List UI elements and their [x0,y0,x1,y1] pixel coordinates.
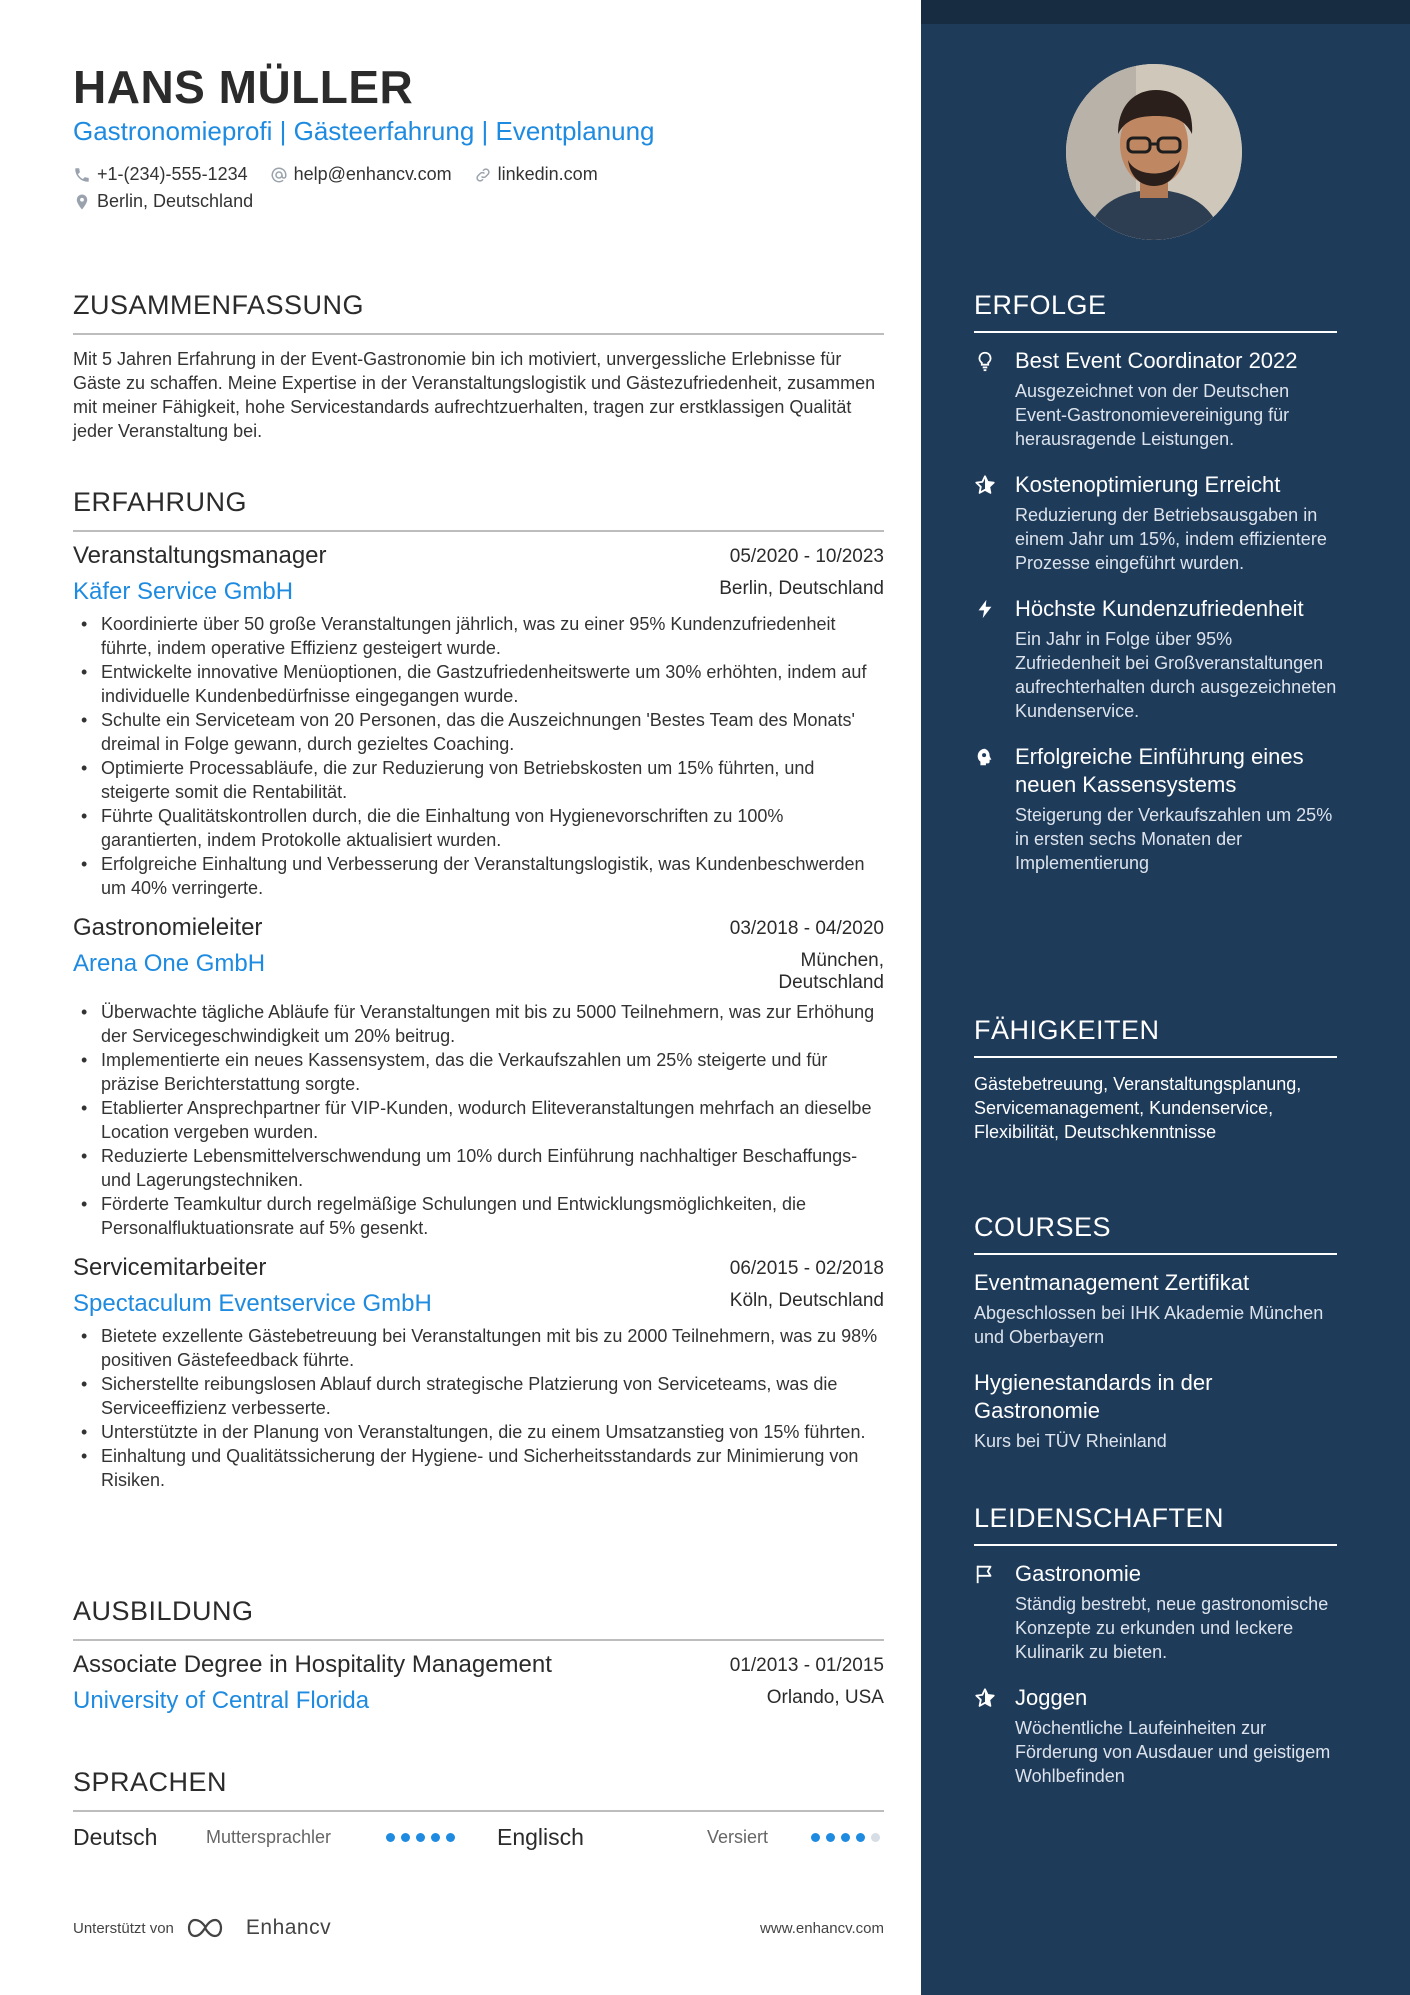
bullet: • Implementierte ein neues Kassensystem, das die Verkaufszahlen um 25% steigerte und für präzise Berichterstattung sorgte. [73,1048,884,1096]
sidebar-top-strip [921,0,1410,24]
job-title: Gastronomieleiter [73,914,263,941]
job-bullets [73,1324,884,1492]
job-company[interactable]: Arena One GmbH [73,950,266,977]
bullet: • Etablierter Ansprechpartner für VIP-Kunden, wodurch Eliteveranstaltungen mehrfach an dieselbe Location vergeben wurden. [73,1096,884,1144]
summary-section [73,290,884,443]
achievement-item [974,595,1337,723]
contact-linkedin[interactable] [474,164,598,185]
brain-icon [974,746,996,768]
bullet: • Führte Qualitätskontrollen durch, die die Einhaltung von Hygienevorschriften zu 100% garantierten, indem Protokolle aktualisiert wurden. [73,804,884,852]
course-item [974,1269,1337,1349]
achievement-title: Kostenoptimierung Erreicht [1015,472,1281,497]
lightning-icon [974,598,996,620]
passion-desc: Ständig bestrebt, neue gastronomische Konzepte zu erkunden und leckere Kulinarik zu bieten. [1015,1594,1329,1662]
rating-dot [446,1833,455,1842]
flag-icon [974,1563,996,1585]
course-item [974,1369,1337,1453]
language-name: Englisch [497,1824,584,1850]
achievement-desc: Steigerung der Verkaufszahlen um 25% in ersten sechs Monaten der Implementierung [1015,805,1333,873]
summary-text: Mit 5 Jahren Erfahrung in der Event-Gastronomie bin ich motiviert, unvergessliche Erlebnisse für Gäste zu schaffen. Meine Expertise in der Veranstaltungslogistik und Gästezufriedenheit, zusammen mit meiner Fähigkeit, hohe Servicestandards aufrechtzuerhalten, tragen zur erstklassigen Qualität jeder Veranstaltung bei. [73,349,876,441]
rating-dot [826,1833,835,1842]
achievement-item [974,743,1337,875]
achievement-desc: Reduzierung der Betriebsausgaben in einem Jahr um 15%, indem effizientere Prozesse eingeführt wurden. [1015,505,1327,573]
candidate-name: HANS MÜLLER [73,61,414,113]
rating-dot [386,1833,395,1842]
passion-desc: Wöchentliche Laufeinheiten zur Förderung von Ausdauer und geistigem Wohlbefinden [1015,1718,1331,1786]
language-level: Muttersprachler [206,1827,332,1847]
achievement-item [974,471,1337,575]
job-entry [73,914,884,1240]
star-icon [974,474,996,496]
job-entry [73,542,884,900]
summary-heading: ZUSAMMENFASSUNG [73,290,884,335]
profile-photo [1066,64,1242,240]
bullet: • Unterstützte in der Planung von Veranstaltungen, die zu einem Umsatzanstieg von 15% führten. [73,1420,884,1444]
languages-row [73,1824,884,1851]
languages-section [73,1767,884,1851]
bullet: • Überwachte tägliche Abläufe für Veranstaltungen mit bis zu 5000 Teilnehmern, was zur Erhöhung der Servicegeschwindigkeit um 20% beitrug. [73,1000,884,1048]
bullet: • Bietete exzellente Gästebetreuung bei Veranstaltungen mit bis zu 2000 Teilnehmern, was zu 98% positiven Gästefeedback führte. [73,1324,884,1372]
school-name[interactable]: University of Central Florida [73,1687,370,1714]
bullet: • Erfolgreiche Einhaltung und Verbesserung der Veranstaltungslogistik, was Kundenbeschwerden um 40% verringerte. [73,852,884,900]
phone-icon [73,166,91,184]
job-location: Berlin, Deutschland [719,578,884,599]
job-dates: 03/2018 - 04/2020 [729,918,884,939]
education-dates: 01/2013 - 01/2015 [729,1655,884,1676]
rating-dot [416,1833,425,1842]
job-dates: 06/2015 - 02/2018 [729,1258,884,1279]
footer [73,1916,884,1940]
linkedin-text: linkedin.com [497,164,598,184]
phone-text: +1-(234)-555-1234 [97,164,248,184]
courses-section [974,1212,1337,1473]
rating-dot [431,1833,440,1842]
achievement-desc: Ein Jahr in Folge über 95% Zufriedenheit bei Großveranstaltungen aufrechterhalten durch ausgezeichneten Kundenservice. [1015,629,1337,721]
at-icon [270,166,288,184]
job-company[interactable]: Spectaculum Eventservice GmbH [73,1290,432,1317]
headline: Gastronomieprofi | Gästeerfahrung | Eventplanung [73,116,655,146]
passion-title: Gastronomie [1015,1561,1141,1586]
contact-location [73,191,253,212]
school-location: Orlando, USA [766,1687,884,1708]
passions-section [974,1503,1337,1808]
passions-heading: LEIDENSCHAFTEN [974,1503,1337,1546]
languages-heading: SPRACHEN [73,1767,884,1812]
experience-section [73,487,884,1492]
experience-heading: ERFAHRUNG [73,487,884,532]
job-bullets [73,1000,884,1240]
passion-item [974,1560,1337,1664]
skills-section [974,1015,1337,1144]
passion-title: Joggen [1015,1685,1088,1710]
course-title: Eventmanagement Zertifikat [974,1270,1250,1295]
passion-item [974,1684,1337,1788]
rating-dot [856,1833,865,1842]
bullet: • Koordinierte über 50 große Veranstaltungen jährlich, was zu einer 95% Kundenzufriedenheit führte, indem operative Effizienz gesteigert wurde. [73,612,884,660]
job-company[interactable]: Käfer Service GmbH [73,578,294,605]
language-rating [811,1833,880,1842]
contact-email[interactable] [270,164,452,185]
avatar-image [1066,64,1242,240]
location-pin-icon [73,193,91,211]
achievement-title: Höchste Kundenzufriedenheit [1015,596,1304,621]
course-desc: Kurs bei TÜV Rheinland [974,1431,1167,1451]
rating-dot [401,1833,410,1842]
achievement-title: Best Event Coordinator 2022 [1015,348,1298,373]
job-bullets [73,612,884,900]
bullet: • Förderte Teamkultur durch regelmäßige Schulungen und Entwicklungsmöglichkeiten, die Personalfluktuationsrate auf 5% gesenkt. [73,1192,884,1240]
job-entry [73,1254,884,1492]
courses-heading: COURSES [974,1212,1337,1255]
job-title: Servicemitarbeiter [73,1254,267,1281]
bullet: • Einhaltung und Qualitätssicherung der Hygiene- und Sicherheitsstandards zur Minimierung von Risiken. [73,1444,884,1492]
rating-dot [871,1833,880,1842]
bullet: • Sicherstellte reibungslosen Ablauf durch strategische Platzierung von Serviceteams, was die Serviceeffizienz verbesserte. [73,1372,884,1420]
sidebar [921,0,1410,1995]
job-location-line: München, [800,950,884,971]
skills-text: Gästebetreuung, Veranstaltungsplanung, Servicemanagement, Kundenservice, Flexibilität, Deutschkenntnisse [974,1074,1302,1142]
enhancv-brand[interactable]: Enhancv [245,1916,332,1939]
language-rating [386,1833,497,1842]
bullet: • Reduzierte Lebensmittelverschwendung um 10% durch Einführung nachhaltiger Beschaffungs- und Lagerungstechniken. [73,1144,884,1192]
course-title: Hygienestandards in der Gastronomie [974,1370,1213,1423]
bullet: • Optimierte Processabläufe, die zur Reduzierung von Betriebskosten um 15% führten, und steigerte somit die Rentabilität. [73,756,884,804]
location-text: Berlin, Deutschland [97,191,254,211]
powered-by-text: Unterstützt von [73,1919,174,1937]
job-dates: 05/2020 - 10/2023 [729,546,884,567]
rating-dot [811,1833,820,1842]
bullet: • Entwickelte innovative Menüoptionen, die Gastzufriedenheitswerte um 30% erhöhten, indem auf individuelle Kundenbedürfnisse eingegangen wurde. [73,660,884,708]
contact-row-2 [73,191,253,212]
job-title: Veranstaltungsmanager [73,542,327,569]
education-section [73,1596,884,1715]
rating-dot [841,1833,850,1842]
email-text: help@enhancv.com [293,164,452,184]
job-location [778,950,884,994]
skills-heading: FÄHIGKEITEN [974,1015,1337,1058]
education-heading: AUSBILDUNG [73,1596,884,1641]
enhancv-logo-icon [186,1917,234,1939]
language-level: Versiert [707,1827,769,1847]
achievement-item [974,347,1337,451]
achievement-title: Erfolgreiche Einführung eines neuen Kassensystems [1015,744,1304,797]
degree-title: Associate Degree in Hospitality Management [73,1651,552,1678]
achievement-desc: Ausgezeichnet von der Deutschen Event-Gastronomievereinigung für herausragende Leistungen. [1015,381,1290,449]
star-icon [974,1687,996,1709]
language-name: Deutsch [73,1824,158,1850]
job-location-line: Deutschland [778,972,884,993]
contact-phone[interactable] [73,164,248,185]
achievements-heading: ERFOLGE [974,290,1337,333]
course-desc: Abgeschlossen bei IHK Akademie München und Oberbayern [974,1303,1324,1347]
contact-row [73,164,598,185]
lightbulb-icon [974,350,996,372]
job-location: Köln, Deutschland [729,1290,884,1311]
achievements-section [974,290,1337,895]
link-icon [474,166,492,184]
bullet: • Schulte ein Serviceteam von 20 Personen, das die Auszeichnungen 'Bestes Team des Monats' dreimal in Folge gewann, durch gezieltes Coaching. [73,708,884,756]
footer-url[interactable]: www.enhancv.com [760,1919,884,1937]
